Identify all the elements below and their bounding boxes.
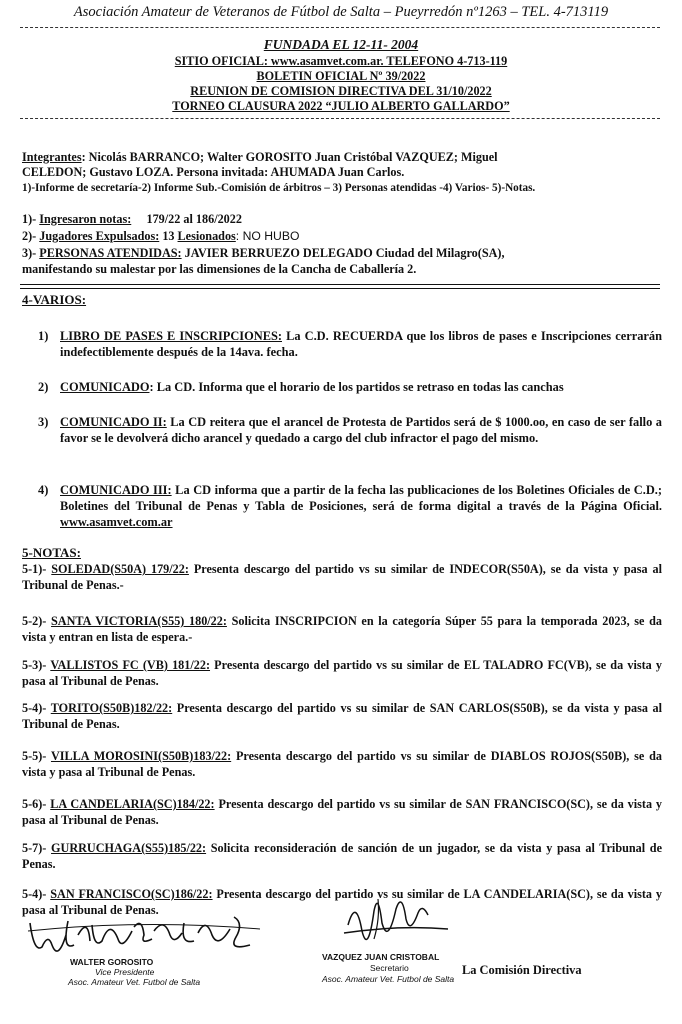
meeting-title: REUNION DE COMISION DIRECTIVA DEL 31/10/2022: [190, 84, 492, 98]
members-line-1: [22, 150, 662, 166]
members-line-2: CELEDON; Gustavo LOZA. Persona invitada: AHUMADA Juan Carlos.: [22, 165, 405, 179]
nota-title: VALLISTOS FC (VB) 181/22:: [50, 658, 211, 672]
varios-item-title: COMUNICADO II:: [60, 415, 167, 429]
notes-received: [22, 212, 662, 228]
item-number: 3)-: [22, 246, 40, 260]
nota-number: 5-4)-: [22, 701, 51, 715]
nota-title: TORITO(S50B)182/22:: [50, 701, 173, 715]
expelled-players: [22, 229, 662, 245]
center-signer-name: VAZQUEZ JUAN CRISTOBAL: [322, 952, 440, 962]
nota-text: Solicita INSCRIPCION en la categoría Súper 55 para la temporada 2023, se da vista y entran en lista de espera.-: [22, 614, 662, 644]
injured-label: Lesionados: [177, 229, 236, 243]
center-signature-scribble: [338, 895, 458, 955]
center-signer-org: Asoc. Amateur Vet. Futbol de Salta: [322, 974, 455, 984]
varios-item-title: COMUNICADO III:: [60, 483, 172, 497]
nota-number: 5-5)-: [22, 749, 51, 763]
tournament-title: TORNEO CLAUSURA 2022 “JULIO ALBERTO GALLARDO”: [172, 99, 510, 113]
varios-item: [38, 482, 662, 530]
item-number: 1): [38, 329, 49, 343]
varios-item-title: COMUNICADO: [60, 380, 150, 394]
nota-item: [22, 613, 662, 645]
notes-received-value: 179/22 al 186/2022: [131, 212, 242, 226]
expelled-label: Jugadores Expulsados:: [39, 229, 160, 243]
nota-number: 5-3)-: [22, 658, 51, 672]
nota-text: Presenta descargo del partido vs su similar de LA CANDELARIA(SC), se da vista y pasa al Tribunal de Penas.: [22, 887, 662, 917]
people-attended: [22, 246, 662, 262]
nota-title: SAN FRANCISCO(SC)186/22:: [50, 887, 213, 901]
members-label: Integrantes: [22, 150, 82, 164]
left-signature-scribble: [22, 905, 272, 965]
header-divider: [20, 27, 660, 28]
nota-number: 5-4)-: [22, 887, 51, 901]
founded-date: FUNDADA EL 12-11- 2004: [263, 37, 419, 52]
nota-number: 5-1)-: [22, 562, 52, 576]
association-header: Asociación Amateur de Veteranos de Fútbol de Salta – Pueyrredón nº1263 – TEL. 4-713119: [73, 4, 609, 20]
varios-item-text: : La CD. Informa que el horario de los partidos se retraso en todas las canchas: [149, 380, 564, 394]
section-rule-bottom: [20, 288, 660, 289]
nota-number: 5-7)-: [22, 841, 52, 855]
people-attended-label: PERSONAS ATENDIDAS:: [39, 246, 182, 260]
title-divider: [20, 118, 660, 119]
item-number: 4): [38, 483, 49, 497]
nota-item: [22, 840, 662, 872]
nota-item: [22, 700, 662, 732]
nota-title: SOLEDAD(S50A) 179/22:: [51, 562, 189, 576]
agenda: 1)-Informe de secretaría-2) Informe Sub.-Comisión de árbitros – 3) Personas atendidas -4) Varios- 5)-Notas.: [22, 182, 536, 194]
section-rule-top: [20, 284, 660, 285]
nota-title: VILLA MOROSINI(S50B)183/22:: [50, 749, 232, 763]
item-number: 2)-: [22, 229, 40, 243]
item-number: 3): [38, 415, 49, 429]
expelled-value: 13: [159, 229, 178, 243]
nota-title: SANTA VICTORIA(S55) 180/22:: [51, 614, 227, 628]
people-attended-value: JAVIER BERRUEZO DELEGADO Ciudad del Milagro(SA),: [181, 246, 505, 260]
varios-heading: 4-VARIOS:: [22, 292, 87, 307]
varios-item: [38, 379, 662, 395]
item-number: 2): [38, 380, 49, 394]
nota-text: Presenta descargo del partido vs su similar de INDECOR(S50A), se da vista y pasa al Tribunal de Penas.-: [22, 562, 662, 592]
varios-item: [38, 328, 662, 360]
nota-number: 5-6)-: [22, 797, 51, 811]
left-signer-name: WALTER GOROSITO: [70, 957, 154, 967]
official-site-link[interactable]: www.asamvet.com.ar: [60, 515, 173, 529]
nota-text: Presenta descargo del partido vs su similar de EL TALADRO FC(VB), se da vista y pasa al Tribunal de Penas.: [22, 658, 662, 688]
nota-item: [22, 657, 662, 689]
item-number: 1)-: [22, 212, 40, 226]
nota-text: Presenta descargo del partido vs su similar de DIABLOS ROJOS(S50B), se da vista y pasa al Tribunal de Penas.: [22, 749, 662, 779]
injured-value: : NO HUBO: [235, 229, 300, 243]
nota-text: Presenta descargo del partido vs su similar de SAN CARLOS(S50B), se da vista y pasa al Tribunal de Penas.: [22, 701, 662, 731]
varios-item: [38, 414, 662, 446]
left-signer-role: Vice Presidente: [95, 967, 155, 977]
varios-item-text: La CD informa que a partir de la fecha las publicaciones de los Boletines Oficiales de C.D.; Boletines del Tribunal de Penas y Tabla de Posiciones, será de forma digital a través de la Página Oficial.: [60, 483, 662, 513]
board-signature: La Comisión Directiva: [462, 963, 582, 977]
notas-heading: 5-NOTAS:: [22, 545, 81, 560]
official-site: SITIO OFICIAL: www.asamvet.com.ar. TELEFONO 4-713-119: [174, 54, 508, 68]
members-list: : Nicolás BARRANCO; Walter GOROSITO Juan Cristóbal VAZQUEZ; Miguel: [81, 150, 498, 164]
center-signer-role: Secretario: [370, 963, 409, 973]
notes-received-label: Ingresaron notas:: [39, 212, 132, 226]
nota-number: 5-2)-: [22, 614, 52, 628]
varios-item-text: La C.D. RECUERDA que los libros de pases e Inscripciones cerrarán indefectiblemente después de la 14ava. fecha.: [60, 329, 662, 359]
nota-item: [22, 796, 662, 828]
nota-item: [22, 748, 662, 780]
left-signer-org: Asoc. Amateur Vet. Futbol de Salta: [68, 977, 201, 987]
nota-item: [22, 561, 662, 593]
nota-text: Presenta descargo del partido vs su similar de SAN FRANCISCO(SC), se da vista y pasa al Tribunal de Penas.: [22, 797, 662, 827]
varios-item-text: La CD reitera que el arancel de Protesta de Partidos será de $ 1000.oo, en caso de ser fallo a favor se le devolverá dicho arancel y quedado a cargo del club infractor el pago del mismo.: [60, 415, 662, 445]
nota-title: GURRUCHAGA(S55)185/22:: [51, 841, 207, 855]
people-attended-detail: manifestando su malestar por las dimensiones de la Cancha de Caballería 2.: [22, 262, 417, 276]
varios-item-title: LIBRO DE PASES E INSCRIPCIONES:: [60, 329, 282, 343]
nota-title: LA CANDELARIA(SC)184/22:: [50, 797, 215, 811]
nota-text: Solicita reconsideración de sanción de un jugador, se da vista y pasa al Tribunal de Penas.: [22, 841, 662, 871]
bulletin-number: BOLETIN OFICIAL Nº 39/2022: [256, 69, 426, 83]
